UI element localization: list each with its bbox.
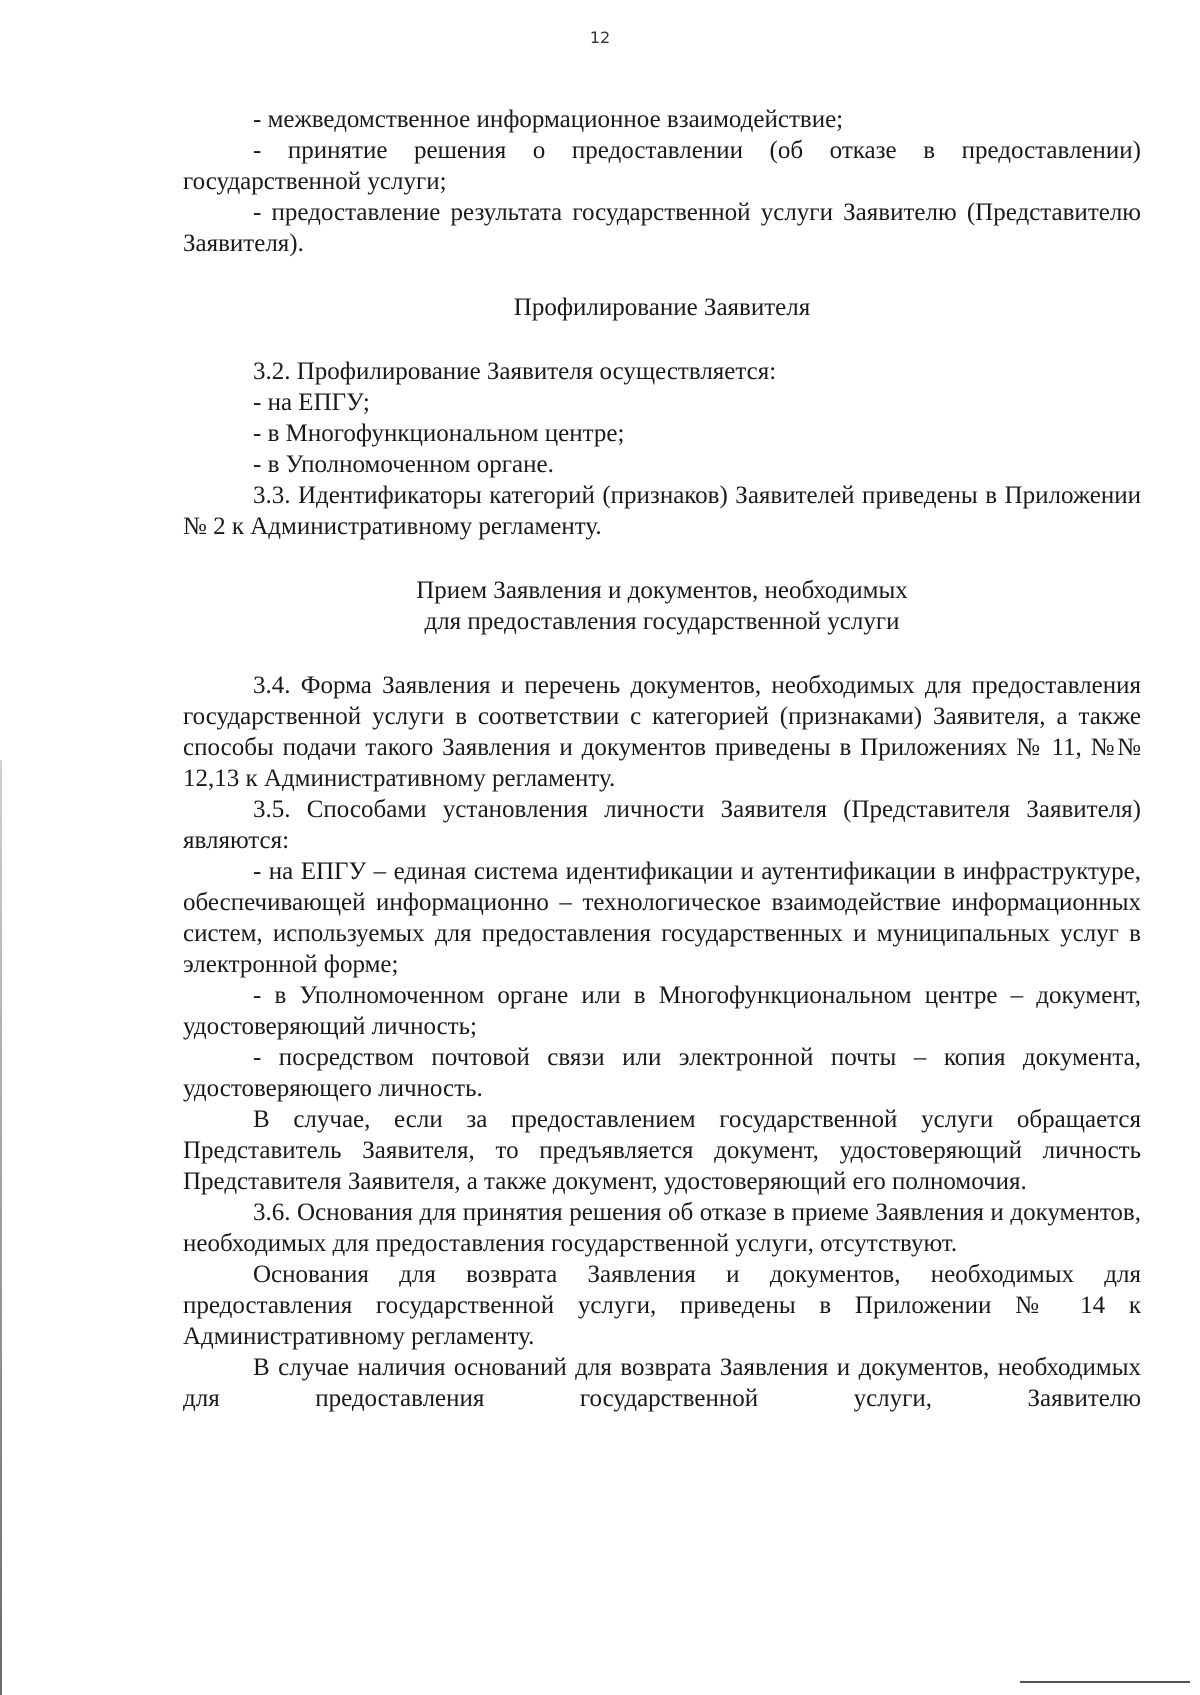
page-number: 12 [589,28,611,47]
paragraph: 3.4. Форма Заявления и перечень документов, необходимых для предоставления государственной услуги в соответствии с категорией (признаками) Заявителя, а также способы подачи такого Заявления и документов приведены в Приложениях № 11, №№ 12,13 к Административному регламенту. [183,672,1141,792]
paragraph: 3.3. Идентификаторы категорий (признаков) Заявителей приведены в Приложении № 2 к Административному регламенту. [183,482,1141,540]
paragraph: - предоставление результата государственной услуги Заявителю (Представителю Заявителя). [183,199,1141,257]
paragraph: - межведомственное информационное взаимодействие; [253,106,844,133]
section-heading-reception-line1: Прием Заявления и документов, необходимых [416,577,908,604]
document-body [183,104,1141,1414]
section-heading-reception-line2: для предоставления государственной услуги [424,608,900,635]
paragraph: - в Уполномоченном органе или в Многофункциональном центре – документ, удостоверяющий личность; [183,982,1141,1040]
paragraph: - в Уполномоченном органе. [253,451,554,478]
paragraph: - на ЕПГУ – единая система идентификации и аутентификации в инфраструктуре, обеспечивающей информационно – технологическое взаимодействие информационных систем, используемых для предоставления государственных и муниципальных услуг в электронной форме; [183,858,1141,978]
paragraph: Основания для возврата Заявления и документов, необходимых для предоставления государственной услуги, приведены в Приложении № 14 к Административному регламенту. [183,1261,1141,1350]
paragraph: В случае, если за предоставлением государственной услуги обращается Представитель Заявителя, то предъявляется документ, удостоверяющий личность Представителя Заявителя, а также документ, удостоверяющий его полномочия. [183,1106,1141,1195]
section-heading-profiling: Профилирование Заявителя [513,294,811,321]
paragraph: - на ЕПГУ; [253,389,370,416]
paragraph: - в Многофункциональном центре; [253,420,625,447]
paragraph: В случае наличия оснований для возврата Заявления и документов, необходимых для предоставления государственной услуги, Заявителю [183,1354,1141,1412]
paragraph: 3.6. Основания для принятия решения об отказе в приеме Заявления и документов, необходимых для предоставления государственной услуги, отсутствуют. [183,1199,1141,1257]
paragraph: 3.2. Профилирование Заявителя осуществляется: [253,358,777,385]
scan-edge-line [0,760,2,1695]
paragraph: - принятие решения о предоставлении (об отказе в предоставлении) государственной услуги; [183,137,1141,195]
paragraph: 3.5. Способами установления личности Заявителя (Представителя Заявителя) являются: [183,796,1141,854]
paragraph: - посредством почтовой связи или электронной почты – копия документа, удостоверяющего личность. [183,1044,1141,1102]
scan-corner-mark [1020,1681,1190,1683]
